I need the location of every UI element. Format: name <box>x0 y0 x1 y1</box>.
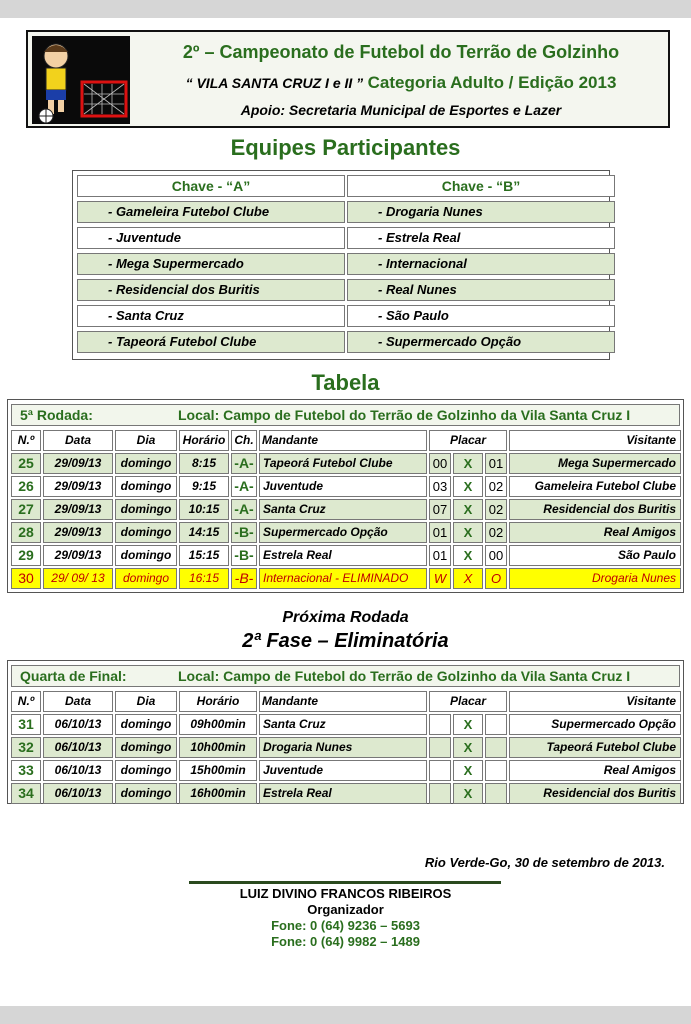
row-away-score: 00 <box>485 545 507 566</box>
row-home-score: 00 <box>429 453 451 474</box>
row-date: 29/ 09/ 13 <box>43 568 113 589</box>
group-a-team: - Tapeorá Futebol Clube <box>77 331 345 353</box>
row-away-team: Real Amigos <box>509 522 681 543</box>
row-score-separator: X <box>453 499 483 520</box>
row-home-team: Supermercado Opção <box>259 522 427 543</box>
round-5-table <box>7 399 684 593</box>
row-home-team: Estrela Real <box>259 545 427 566</box>
phase-title: 2ª Fase – Eliminatória <box>242 630 449 652</box>
row-num: 26 <box>11 476 41 497</box>
row-group: -B- <box>231 568 257 589</box>
quarterfinal-bar <box>11 665 680 687</box>
qf-row-day: domingo <box>115 737 177 758</box>
row-date: 29/09/13 <box>43 522 113 543</box>
row-group: -B- <box>231 545 257 566</box>
header-time: Horário <box>179 430 229 451</box>
header-day: Dia <box>115 430 177 451</box>
row-home-team: Santa Cruz <box>259 499 427 520</box>
teams-title: Equipes Participantes <box>230 135 461 160</box>
qf-row-away-score <box>485 714 507 735</box>
header-num: N.º <box>11 430 41 451</box>
group-a-column <box>77 175 345 357</box>
row-num: 30 <box>11 568 41 589</box>
row-date: 29/09/13 <box>43 453 113 474</box>
qf-row-date: 06/10/13 <box>43 737 113 758</box>
row-score-separator: X <box>453 545 483 566</box>
group-b-team: - Drogaria Nunes <box>347 201 615 223</box>
qf-row-num: 33 <box>11 760 41 781</box>
qf-row-time: 09h00min <box>179 714 257 735</box>
teams-table <box>72 170 610 360</box>
header-date: Data <box>43 430 113 451</box>
top-band <box>0 0 691 18</box>
group-b-header: Chave - “B” <box>347 175 615 197</box>
row-score-separator: X <box>453 476 483 497</box>
qf-row-home-score <box>429 783 451 804</box>
qf-row-home-team: Juventude <box>259 760 427 781</box>
group-b-team: - Estrela Real <box>347 227 615 249</box>
row-day: domingo <box>115 499 177 520</box>
qf-row-date: 06/10/13 <box>43 783 113 804</box>
qf-row-time: 15h00min <box>179 760 257 781</box>
qf-row-away-team: Real Amigos <box>509 760 681 781</box>
row-home-score: 01 <box>429 522 451 543</box>
row-away-score: O <box>485 568 507 589</box>
header-home: Mandante <box>259 430 427 451</box>
group-a-header: Chave - “A” <box>77 175 345 197</box>
group-a-team: - Residencial dos Buritis <box>77 279 345 301</box>
qf-row-home-score <box>429 714 451 735</box>
group-a-team: - Mega Supermercado <box>77 253 345 275</box>
qf-row-home-team: Estrela Real <box>259 783 427 804</box>
qf-row-score-separator: X <box>453 783 483 804</box>
row-day: domingo <box>115 476 177 497</box>
bottom-band <box>0 1006 691 1024</box>
qf-round-label: Quarta de Final: <box>20 668 127 684</box>
organizer-name: LUIZ DIVINO FRANCOS RIBEIROS <box>239 886 452 901</box>
qf-header-num: N.º <box>11 691 41 712</box>
support-line: Apoio: Secretaria Municipal de Esportes e Lazer <box>240 102 562 118</box>
qf-row-away-team: Residencial dos Buritis <box>509 783 681 804</box>
row-score-separator: X <box>453 522 483 543</box>
row-date: 29/09/13 <box>43 545 113 566</box>
row-home-team: Internacional - ELIMINADO <box>259 568 427 589</box>
row-num: 28 <box>11 522 41 543</box>
phone-1: Fone: 0 (64) 9236 – 5693 <box>271 918 420 933</box>
qf-header-time: Horário <box>179 691 257 712</box>
qf-row-num: 31 <box>11 714 41 735</box>
qf-header-away: Visitante <box>509 691 681 712</box>
header-banner <box>26 30 670 128</box>
row-time: 9:15 <box>179 476 229 497</box>
row-score-separator: X <box>453 453 483 474</box>
qf-row-away-score <box>485 760 507 781</box>
row-away-team: Drogaria Nunes <box>509 568 681 589</box>
row-home-score: 07 <box>429 499 451 520</box>
qf-row-home-score <box>429 760 451 781</box>
row-group: -A- <box>231 499 257 520</box>
row-num: 25 <box>11 453 41 474</box>
row-away-team: Mega Supermercado <box>509 453 681 474</box>
schedule-title: Tabela <box>311 370 380 395</box>
row-away-score: 02 <box>485 476 507 497</box>
header-away: Visitante <box>509 430 681 451</box>
row-home-team: Tapeorá Futebol Clube <box>259 453 427 474</box>
group-b-column <box>347 175 615 357</box>
row-score-separator: X <box>453 568 483 589</box>
qf-row-home-team: Drogaria Nunes <box>259 737 427 758</box>
row-away-team: São Paulo <box>509 545 681 566</box>
row-home-score: W <box>429 568 451 589</box>
signature-line <box>189 881 501 884</box>
qf-header-date: Data <box>43 691 113 712</box>
group-a-team: - Juventude <box>77 227 345 249</box>
row-group: -A- <box>231 476 257 497</box>
qf-row-away-score <box>485 737 507 758</box>
group-b-team: - Real Nunes <box>347 279 615 301</box>
row-home-score: 01 <box>429 545 451 566</box>
qf-row-num: 32 <box>11 737 41 758</box>
quarterfinal-table <box>7 660 684 804</box>
qf-location: Local: Campo de Futebol do Terrão de Golzinho da Vila Santa Cruz I <box>178 668 631 684</box>
row-day: domingo <box>115 453 177 474</box>
row-time: 8:15 <box>179 453 229 474</box>
qf-row-away-score <box>485 783 507 804</box>
qf-row-home-score <box>429 737 451 758</box>
row-day: domingo <box>115 522 177 543</box>
qf-row-day: domingo <box>115 714 177 735</box>
row-group: -B- <box>231 522 257 543</box>
row-date: 29/09/13 <box>43 499 113 520</box>
qf-row-away-team: Supermercado Opção <box>509 714 681 735</box>
subtitle-venue: “ VILA SANTA CRUZ I e II ” <box>185 75 364 91</box>
row-away-team: Gameleira Futebol Clube <box>509 476 681 497</box>
header-group: Ch. <box>231 430 257 451</box>
row-away-score: 01 <box>485 453 507 474</box>
round-5-bar <box>11 404 680 426</box>
row-day: domingo <box>115 545 177 566</box>
qf-row-time: 16h00min <box>179 783 257 804</box>
row-time: 14:15 <box>179 522 229 543</box>
subtitle-category: Categoria Adulto / Edição 2013 <box>367 73 617 92</box>
qf-row-day: domingo <box>115 783 177 804</box>
qf-header-score: Placar <box>429 691 507 712</box>
championship-subtitle <box>138 73 664 93</box>
row-time: 15:15 <box>179 545 229 566</box>
round-location: Local: Campo de Futebol do Terrão de Golzinho da Vila Santa Cruz I <box>178 407 631 423</box>
qf-row-date: 06/10/13 <box>43 760 113 781</box>
row-group: -A- <box>231 453 257 474</box>
row-time: 16:15 <box>179 568 229 589</box>
row-away-score: 02 <box>485 499 507 520</box>
organizer-role: Organizador <box>307 902 384 917</box>
place-date: Rio Verde-Go, 30 de setembro de 2013. <box>424 855 665 870</box>
qf-row-score-separator: X <box>453 737 483 758</box>
round-label: 5ª Rodada: <box>20 407 93 423</box>
header-score: Placar <box>429 430 507 451</box>
row-day: domingo <box>115 568 177 589</box>
group-b-team: - Internacional <box>347 253 615 275</box>
group-a-team: - Gameleira Futebol Clube <box>77 201 345 223</box>
next-round-label: Próxima Rodada <box>282 609 409 626</box>
qf-row-date: 06/10/13 <box>43 714 113 735</box>
qf-row-score-separator: X <box>453 714 483 735</box>
row-home-team: Juventude <box>259 476 427 497</box>
row-date: 29/09/13 <box>43 476 113 497</box>
row-away-score: 02 <box>485 522 507 543</box>
qf-row-day: domingo <box>115 760 177 781</box>
phone-2: Fone: 0 (64) 9982 – 1489 <box>271 934 420 949</box>
row-num: 29 <box>11 545 41 566</box>
group-a-team: - Santa Cruz <box>77 305 345 327</box>
qf-row-num: 34 <box>11 783 41 804</box>
championship-title: 2º – Campeonato de Futebol do Terrão de Golzinho <box>182 42 620 62</box>
row-away-team: Residencial dos Buritis <box>509 499 681 520</box>
group-b-team: - São Paulo <box>347 305 615 327</box>
qf-row-time: 10h00min <box>179 737 257 758</box>
row-home-score: 03 <box>429 476 451 497</box>
soccer-player-logo <box>32 36 130 124</box>
row-num: 27 <box>11 499 41 520</box>
qf-row-home-team: Santa Cruz <box>259 714 427 735</box>
qf-header-home: Mandante <box>259 691 427 712</box>
row-time: 10:15 <box>179 499 229 520</box>
qf-row-away-team: Tapeorá Futebol Clube <box>509 737 681 758</box>
group-b-team: - Supermercado Opção <box>347 331 615 353</box>
qf-row-score-separator: X <box>453 760 483 781</box>
qf-header-day: Dia <box>115 691 177 712</box>
